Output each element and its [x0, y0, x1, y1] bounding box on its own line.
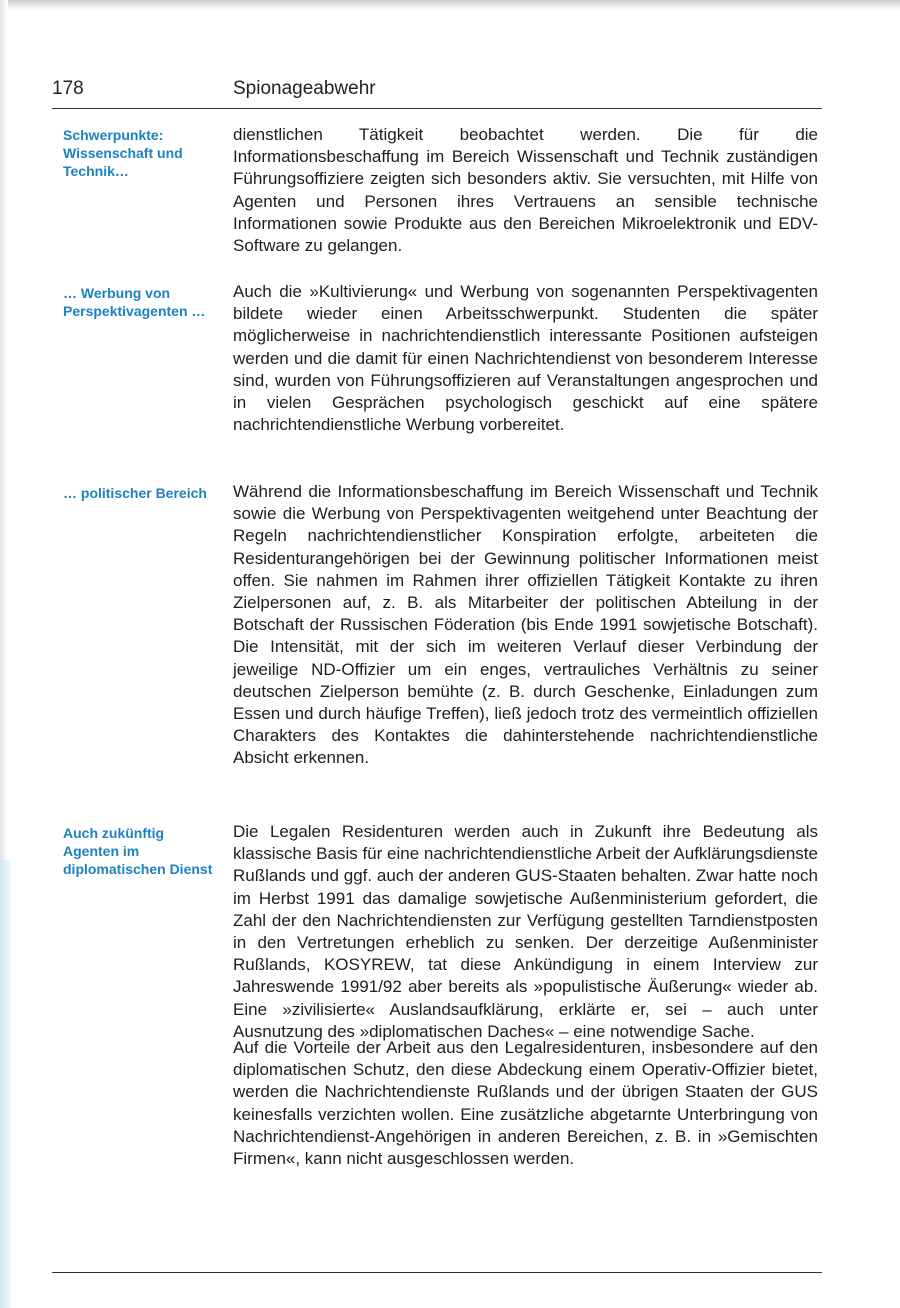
scan-edge-tint	[0, 860, 11, 1308]
paragraph: Auf die Vorteile der Arbeit aus den Legalresidenturen, insbesondere auf den diplomatischen Schutz, den diese Abdeckung einem Operativ-Offizier bietet, werden die Nachrichtendienste Rußlands und der übrigen Staaten der GUS keinesfalls verzichten wollen. Eine zusätzliche abgetarnte Unterbringung von Nachrichtendienst-Angehörigen in anderen Bereichen, z. B. in »Gemischten Firmen«, kann nicht ausgeschlossen werden.	[233, 1038, 818, 1169]
scan-edge-top	[0, 0, 900, 10]
page-number: 178	[52, 78, 84, 99]
margin-heading: Schwerpunkte: Wissenschaft und Technik…	[63, 127, 183, 179]
footer-rule	[52, 1272, 822, 1273]
paragraph: dienstlichen Tätigkeit beobachtet werden. Die für die Informationsbeschaffung im Bereich Wissenschaft und Technik zuständigen Führungsoffiziere zeigten sich besonders aktiv. Sie versuchten, mit Hilfe von Agenten und Personen ihres Vertrauens an sensible technische Informationen sowie Produkte aus den Bereichen Mikroelektronik und EDV-Software zu gelangen.	[233, 125, 818, 256]
paragraph: Auch die »Kultivierung« und Werbung von sogenannten Perspektivagenten bildete wieder einen Arbeitsschwerpunkt. Studenten die später möglicherweise in nachrichtendienstlich interessante Positionen aufsteigen werden und die damit für einen Nachrichtendienst von besonderem Interesse sind, wurden von Führungsoffizieren auf Veranstaltungen angesprochen und in vielen Gesprächen psychologisch geschickt auf eine spätere nachrichtendienstliche Werbung vorbereitet.	[233, 282, 818, 435]
margin-heading: … politischer Bereich	[63, 485, 207, 501]
paragraph: Während die Informationsbeschaffung im Bereich Wissenschaft und Technik sowie die Werbung von Perspektivagenten weitgehend unter Beachtung der Regeln nachrichtendienstlicher Konspiration erfolgte, arbeiteten die Residenturangehörigen bei der Gewinnung politischer Informationen meist offen. Sie nahmen im Rahmen ihrer offiziellen Tätigkeit Kontakte zu ihren Zielpersonen auf, z. B. als Mitarbeiter der politischen Abteilung in der Botschaft der Russischen Föderation (bis Ende 1991 sowjetische Botschaft). Die Intensität, mit der sich im weiteren Verlauf dieser Verbindung der jeweilige ND-Offizier um ein enges, vertrauliches Verhältnis zu seiner deutschen Zielperson bemühte (z. B. durch Geschenke, Einladungen zum Essen und durch häufige Treffen), ließ jedoch trotz des vermeintlich offiziellen Charakters des Kontaktes die dahinterstehende nachrichtendienstliche Absicht erkennen.	[233, 482, 818, 768]
page-header	[52, 78, 822, 106]
header-rule	[52, 108, 822, 109]
margin-heading: … Werbung von Perspektivagenten …	[63, 285, 206, 319]
paragraph: Die Legalen Residenturen werden auch in Zukunft ihre Bedeutung als klassische Basis für eine nachrichtendienstliche Arbeit der Aufklärungsdienste Rußlands und ggf. auch der anderen GUS-Staaten behalten. Zwar hatte noch im Herbst 1991 das damalige sowjetische Außenministerium gefordert, die Zahl der den Nachrichtendiensten zur Verfügung gestellten Tarndienstposten in den Vertretungen erheblich zu senken. Der derzeitige Außenminister Rußlands, KOSYREW, tat diese Ankündigung in einem Interview zur Jahreswende 1991/92 aber bereits als »populistische Äußerung« wieder ab. Eine »zivilisierte« Auslandsaufklärung, erklärte er, sei – auch unter Ausnutzung des »diplomatischen Daches« – eine notwendige Sache.	[233, 822, 818, 1041]
running-title: Spionageabwehr	[233, 78, 376, 99]
margin-heading: Auch zukünftig Agenten im diplomatischen Dienst	[63, 825, 213, 877]
